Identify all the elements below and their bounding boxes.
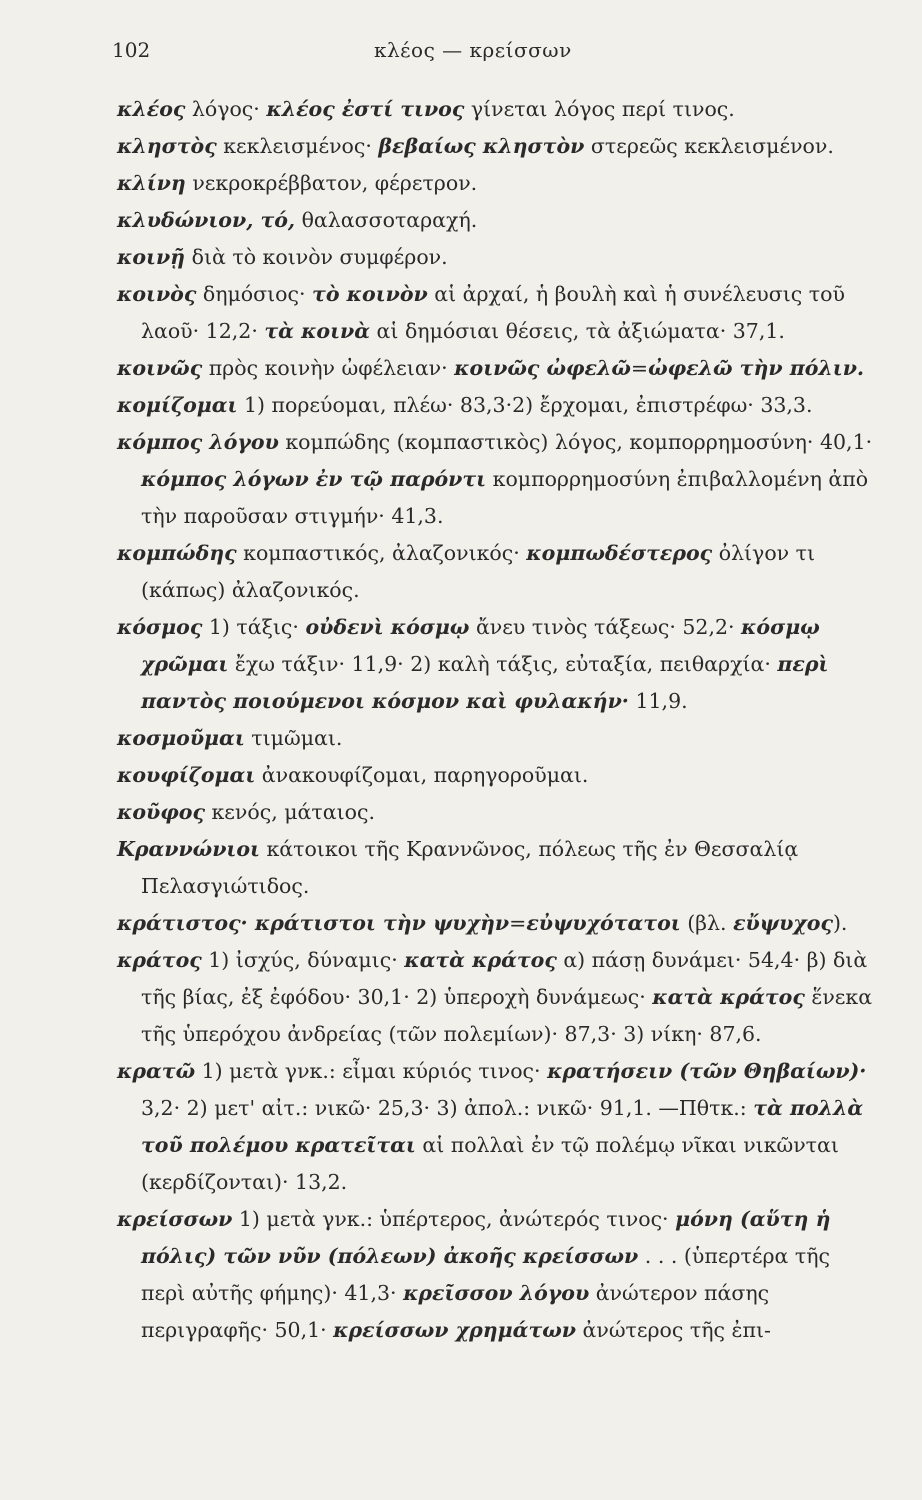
entry-headword: κρατῶ (117, 1059, 196, 1083)
entry-gloss: 1) ἰσχύς, δύναμις· (201, 948, 405, 972)
entry-headword: κομπώδης (117, 541, 237, 565)
entry-gloss: λόγος· (185, 97, 267, 121)
entry-phrase: εὐψυχότατοι (526, 911, 681, 935)
dictionary-entry (117, 165, 873, 202)
entry-gloss: 1) τάξις· (202, 615, 306, 639)
entry-gloss: α) πάσῃ δυνάμει· 54,4· β) διὰ τῆς βίας, ἐξ ἐφόδου· 30,1· 2) ὑπεροχὴ δυνάμεως· (141, 948, 868, 1009)
page-header (112, 38, 882, 68)
entry-gloss: ). (832, 911, 848, 935)
entry-gloss: 1) μετὰ γνκ.: εἶμαι κύριός τινος· (195, 1059, 548, 1083)
entry-gloss: 11,9. (628, 689, 688, 713)
dictionary-entry (117, 128, 873, 165)
dictionary-entry (117, 239, 873, 276)
entry-headword: κόμπος λόγου (117, 430, 279, 454)
dictionary-entry (117, 720, 873, 757)
entry-phrase: κομπωδέστερος (526, 541, 713, 565)
entry-headword: κρείσσων (117, 1207, 233, 1231)
dictionary-entries (117, 91, 873, 1349)
dictionary-entry (117, 757, 873, 794)
entry-headword: κουφίζομαι (117, 763, 256, 787)
entry-headword: κοσμοῦμαι (117, 726, 245, 750)
entry-gloss: κάτοικοι τῆς Κραννῶνος, πόλεως τῆς ἐν Θεσσαλίᾳ Πελασγιώτιδος. (141, 837, 799, 898)
dictionary-entry (117, 609, 873, 720)
entry-gloss: στερεῶς κεκλεισμένον. (584, 134, 834, 158)
dictionary-entry (117, 387, 873, 424)
entry-headword: κοινῇ (117, 245, 186, 269)
entry-phrase: τὰ πολλὰ τοῦ πολέμου κρατεῖται (141, 1096, 864, 1157)
entry-headword: κληστὸς (117, 134, 217, 158)
entry-headword: κλέος (117, 97, 186, 121)
entry-gloss: = (630, 356, 649, 380)
entry-gloss: αἱ ἀρχαί, ἡ βουλὴ καὶ ἡ συνέλευσις τοῦ λαοῦ· 12,2· (141, 282, 845, 343)
entry-gloss: νεκροκρέββατον, φέρετρον. (185, 171, 478, 195)
entry-phrase: τὸ κοινὸν (312, 282, 428, 306)
entry-gloss: ἔχω τάξιν· 11,9· 2) καλὴ τάξις, εὐταξία, πειθαρχία· (228, 652, 778, 676)
dictionary-entry (117, 831, 873, 905)
entry-phrase: κράτιστοι τὴν ψυχὴν (247, 911, 510, 935)
entry-headword: κόσμος (117, 615, 203, 639)
dictionary-entry (117, 535, 873, 609)
entry-gloss: κομπαστικός, ἀλαζονικός· (236, 541, 527, 565)
entry-gloss: αἱ πολλαὶ ἐν τῷ πολέμῳ νῖκαι νικῶνται (κερδίζονται)· 13,2. (141, 1133, 839, 1194)
entry-phrase: τὰ κοινὰ (264, 319, 371, 343)
entry-phrase: βεβαίως κληστὸν (378, 134, 585, 158)
entry-gloss: ἄνευ τινὸς τάξεως· 52,2· (469, 615, 742, 639)
entry-gloss: 3,2· 2) μετ' αἰτ.: νικῶ· 25,3· 3) ἀπολ.: νικῶ· 91,1. —Πθτκ.: (141, 1096, 754, 1120)
entry-headword: κράτιστος· (117, 911, 248, 935)
entry-gloss: 1) μετὰ γνκ.: ὑπέρτερος, ἀνώτερός τινος· (232, 1207, 676, 1231)
entry-headword: Κραννώνιοι (117, 837, 260, 861)
entry-headword: κοινῶς (117, 356, 203, 380)
entry-gloss: κεκλεισμένος· (216, 134, 379, 158)
entry-phrase: κλέος ἐστί τινος (266, 97, 465, 121)
page-number: 102 (112, 38, 151, 62)
entry-gloss: ἕνεκα τῆς ὑπερόχου ἀνδρείας (τῶν πολεμίων)· 87,3· 3) νίκη· 87,6. (141, 985, 873, 1046)
entry-phrase: κρείσσων χρημάτων (333, 1318, 576, 1342)
entry-headword: κοῦφος (117, 800, 205, 824)
entry-phrase: κατὰ κράτος (652, 985, 805, 1009)
entry-phrase: οὐδενὶ κόσμῳ (305, 615, 470, 639)
entry-gloss: (βλ. (680, 911, 734, 935)
entry-gloss: ὀλίγον τι (κάπως) ἀλαζονικός. (141, 541, 816, 602)
entry-gloss: = (509, 911, 527, 935)
entry-gloss: ἀνώτερον πάσης περιγραφῆς· 50,1· (141, 1281, 770, 1342)
entry-phrase: κρεῖσσον λόγου (403, 1281, 590, 1305)
entry-phrase: κρατήσειν (τῶν Θηβαίων)· (547, 1059, 867, 1083)
entry-headword: κλυδώνιον, τό, (117, 208, 296, 232)
entry-gloss: . . . (ὑπερτέρα τῆς περὶ αὐτῆς φήμης)· 41,3· (141, 1244, 830, 1305)
entry-gloss: δημόσιος· (196, 282, 313, 306)
entry-phrase: κόσμῳ χρῶμαι (141, 615, 820, 676)
entry-phrase: ὠφελῶ τὴν πόλιν. (648, 356, 865, 380)
entry-gloss: 1) πορεύομαι, πλέω· 83,3·2) ἔρχομαι, ἐπιστρέφω· 33,3. (237, 393, 813, 417)
dictionary-entry (117, 1201, 873, 1349)
entry-phrase: εὔψυχος (733, 911, 833, 935)
dictionary-entry (117, 794, 873, 831)
entry-phrase: περὶ παντὸς ποιούμενοι κόσμον καὶ φυλακήν· (141, 652, 829, 713)
dictionary-entry (117, 276, 873, 350)
entry-gloss: ἀνώτερος τῆς ἐπι- (576, 1318, 771, 1342)
entry-gloss: πρὸς κοινὴν ὠφέλειαν· (202, 356, 455, 380)
entry-phrase: κόμπος λόγων ἐν τῷ παρόντι (141, 467, 487, 491)
entry-gloss: διὰ τὸ κοινὸν συμφέρον. (185, 245, 448, 269)
dictionary-entry (117, 91, 873, 128)
entry-gloss: θαλασσοταραχή. (295, 208, 478, 232)
entry-gloss: γίνεται λόγος περί τινος. (464, 97, 735, 121)
entry-gloss: ἀνακουφίζομαι, παρηγοροῦμαι. (255, 763, 589, 787)
entry-headword: κομίζομαι (117, 393, 238, 417)
entry-headword: κοινὸς (117, 282, 197, 306)
entry-phrase: κοινῶς ὠφελῶ (454, 356, 631, 380)
dictionary-entry (117, 905, 873, 942)
entry-gloss: κομπώδης (κομπαστικὸς) λόγος, κομπορρημοσύνη· 40,1· (278, 430, 873, 454)
entry-phrase: μόνη (αὕτη ἡ πόλις) τῶν νῦν (πόλεων) ἀκοῆς κρείσσων (141, 1207, 831, 1268)
entry-headword: κλίνη (117, 171, 186, 195)
dictionary-entry (117, 942, 873, 1053)
entry-gloss: αἱ δημόσιαι θέσεις, τὰ ἀξιώματα· 37,1. (370, 319, 785, 343)
dictionary-entry (117, 424, 873, 535)
dictionary-entry (117, 202, 873, 239)
entry-headword: κράτος (117, 948, 202, 972)
running-head: κλέος — κρείσσων (374, 38, 572, 62)
dictionary-entry (117, 350, 873, 387)
entry-gloss: τιμῶμαι. (244, 726, 343, 750)
entry-gloss: κενός, μάταιος. (204, 800, 375, 824)
entry-gloss: κομπορρημοσύνη ἐπιβαλλομένη ἀπὸ τὴν παροῦσαν στιγμήν· 41,3. (141, 467, 869, 528)
dictionary-entry (117, 1053, 873, 1201)
entry-phrase: κατὰ κράτος (404, 948, 557, 972)
